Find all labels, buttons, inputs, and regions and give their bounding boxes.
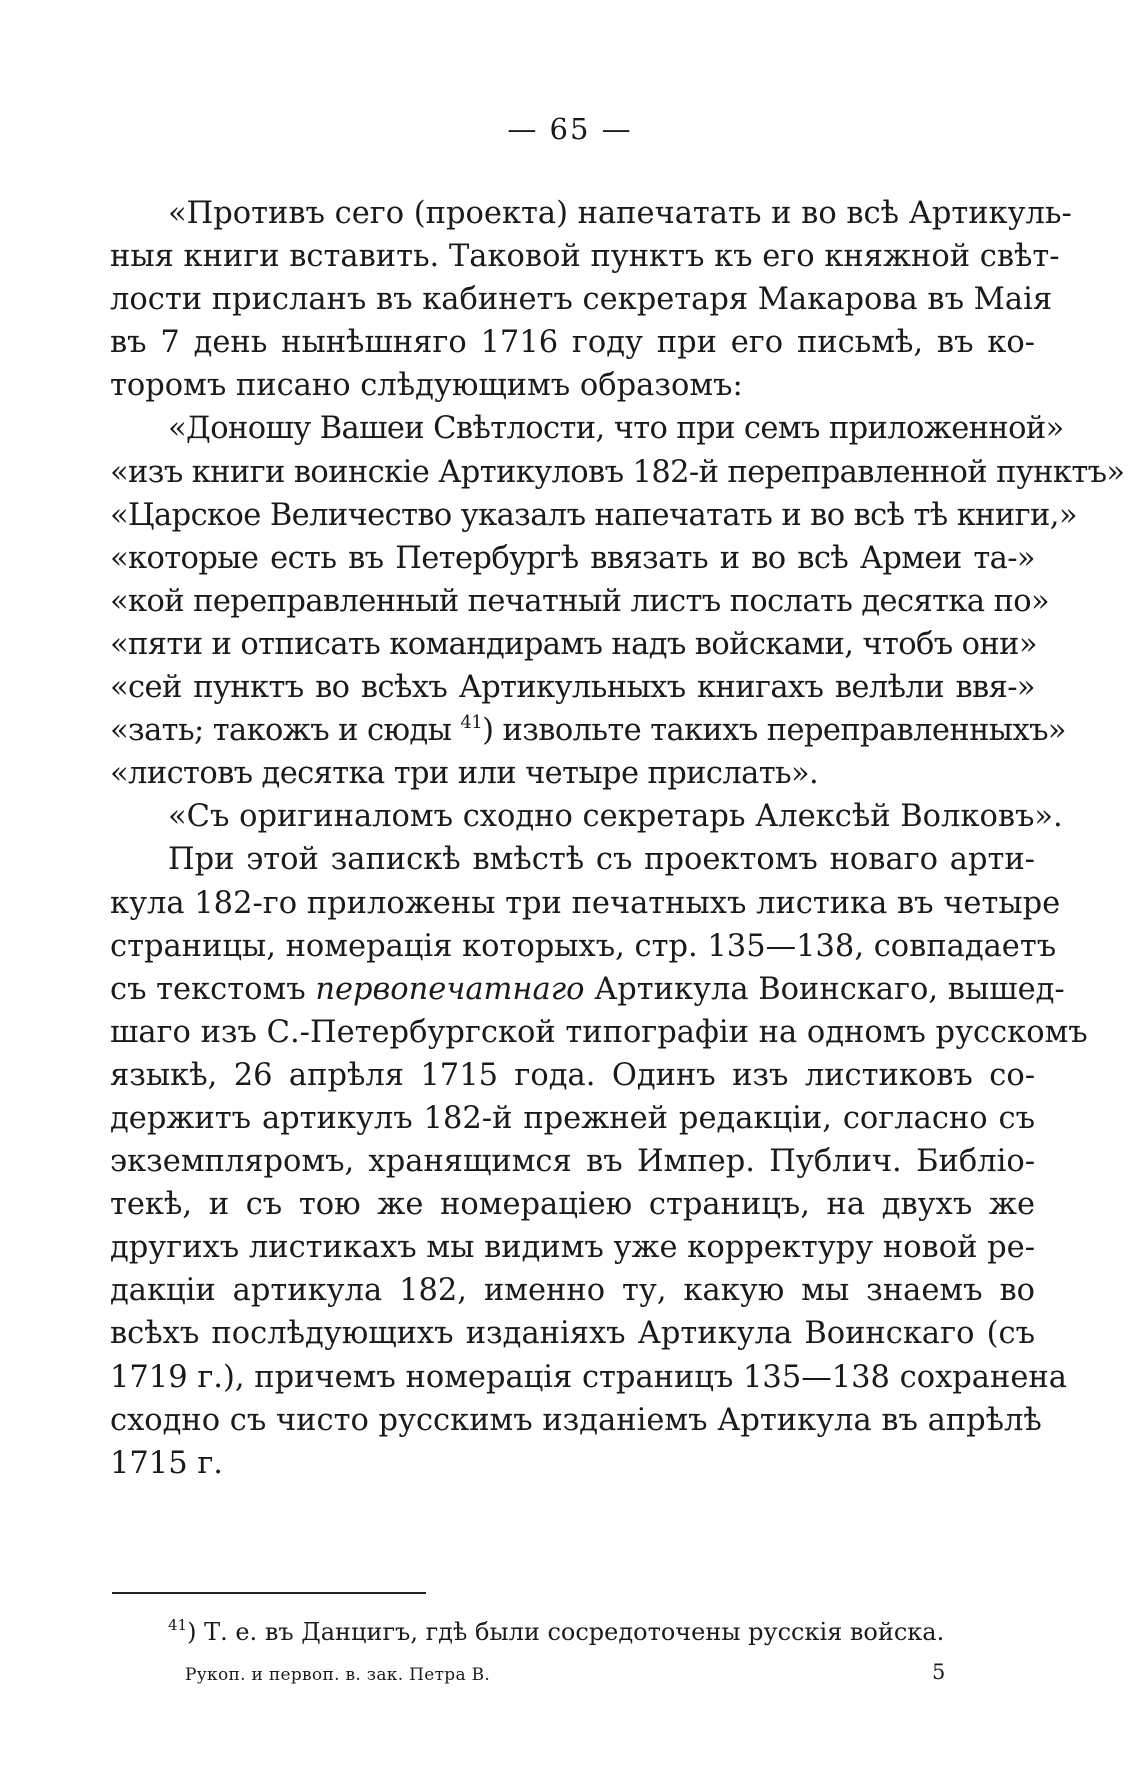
quote-line: «Доношу Вашеи Свѣтлости, что при семъ приложенной» xyxy=(168,411,1064,447)
text-line: держитъ артикулъ 182-й прежней редакціи, согласно съ xyxy=(110,1100,1035,1136)
text-line: При этой запискѣ вмѣстѣ съ проектомъ новаго арти- xyxy=(168,842,1035,878)
text-line: ныя книги вставить. Таковой пунктъ къ его княжной свѣт- xyxy=(110,239,1060,275)
text-line: языкѣ, 26 апрѣля 1715 года. Одинъ изъ листиковъ со- xyxy=(110,1057,1035,1093)
quote-fragment: ) извольте такихъ переправленныхъ» xyxy=(482,713,1066,749)
text-line: кула 182-го приложены три печатныхъ листика въ четыре xyxy=(110,885,1061,921)
footnote-text: ) Т. е. въ Данцигъ, гдѣ были сосредоточены русскія войска. xyxy=(187,1618,945,1646)
printer-signature: Рукоп. и первоп. в. зак. Петра В. xyxy=(185,1665,491,1685)
quote-line: «кой переправленный печатный листъ послать десятка по» xyxy=(110,583,1050,619)
quote-line: «изъ книги воинскіе Артикуловъ 182-й переправленной пунктъ» xyxy=(110,454,1125,490)
text-fragment: Артикула Воинскаго, вышед- xyxy=(594,971,1065,1007)
footnote xyxy=(168,1618,944,1646)
text-fragment: съ текстомъ xyxy=(110,971,306,1007)
text-line: въ 7 день нынѣшнягo 1716 году при его письмѣ, въ ко- xyxy=(110,325,1035,361)
text-line: сходно съ чисто русскимъ изданіемъ Артикула въ апрѣлѣ xyxy=(110,1402,1042,1438)
text-line: торомъ писано слѣдующимъ образомъ: xyxy=(110,368,743,404)
quote-line: «Царское Величество указалъ напечатать и во всѣ тѣ книги,» xyxy=(110,497,1077,533)
text-line: 1715 г. xyxy=(110,1445,223,1481)
text-line: дакціи артикула 182, именно ту, какую мы знаемъ во xyxy=(110,1273,1035,1309)
quote-line-with-footnote xyxy=(110,709,1066,752)
text-line: 1719 г.), причемъ номерація страницъ 135—138 сохранена xyxy=(110,1359,1067,1395)
footnote-marker: 41 xyxy=(168,1616,188,1634)
text-line: текѣ, и съ тою же номераціею страницъ, на двухъ же xyxy=(110,1187,1035,1223)
text-line-with-italic xyxy=(110,968,1065,1011)
footnote-reference: 41 xyxy=(460,712,483,734)
body-text xyxy=(110,192,1125,1485)
text-line: всѣхъ послѣдующихъ изданіяхъ Артикула Воинскаго (съ xyxy=(110,1316,1035,1352)
page-number: — 65 — xyxy=(507,112,633,146)
text-line: шаго изъ С.-Петербургской типографіи на одномъ русскомъ xyxy=(110,1014,1088,1050)
text-line: «Съ оригиналомъ сходно секретарь Алексѣй Волковъ». xyxy=(168,799,1063,835)
quote-line: «которые есть въ Петербургѣ ввязать и во всѣ Армеи та-» xyxy=(110,540,1035,576)
sheet-number: 5 xyxy=(932,1660,946,1684)
quote-line: «сей пунктъ во всѣхъ Артикульныхъ книгахъ велѣли ввя-» xyxy=(110,670,1035,706)
text-line: экземпляромъ, хранящимся въ Импер. Публич. Библіо- xyxy=(110,1144,1035,1180)
text-line: страницы, номерація которыхъ, стр. 135—138, совпадаетъ xyxy=(110,928,1057,964)
quote-fragment: «зать; такожъ и сюды xyxy=(110,713,452,749)
text-line: лости присланъ въ кабинетъ секретаря Макарова въ Маія xyxy=(110,282,1053,318)
text-line: «Противъ сего (проекта) напечатать и во всѣ Артикуль- xyxy=(168,196,1072,231)
quote-line: «пяти и отписать командирамъ надъ войсками, чтобъ они» xyxy=(110,626,1037,662)
footnote-divider xyxy=(112,1592,426,1594)
italic-word: первопечатнаго xyxy=(315,971,585,1007)
quote-line: «листовъ десятка три или четыре прислать». xyxy=(110,756,819,792)
text-line: другихъ листикахъ мы видимъ уже корректуру новой ре- xyxy=(110,1230,1035,1266)
